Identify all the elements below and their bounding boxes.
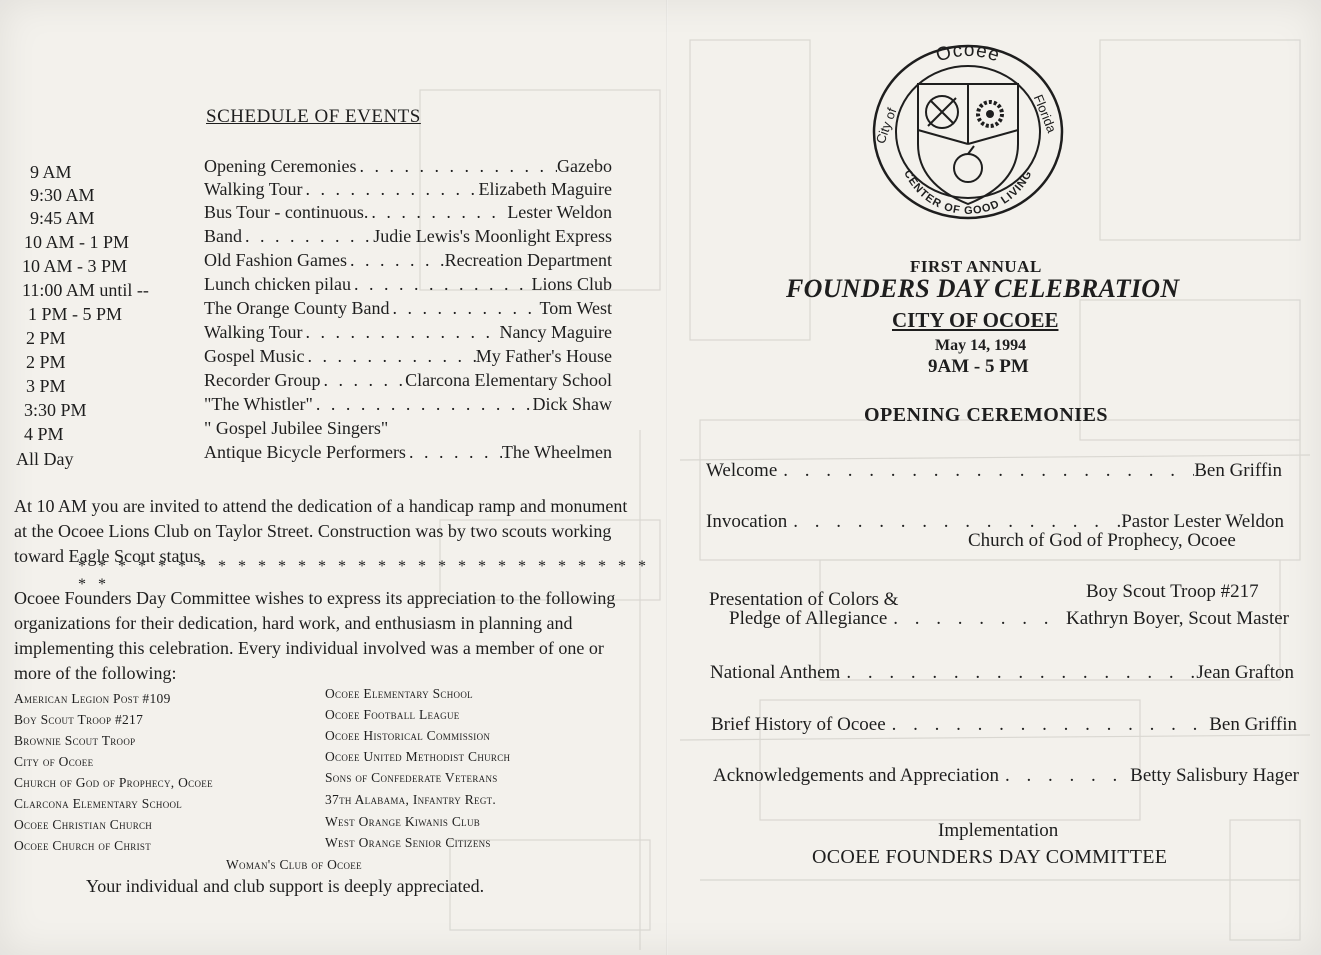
org-item: Ocoee Christian Church [14, 817, 153, 832]
org-item: Ocoee Football League [325, 707, 460, 722]
org-item: 37th Alabama, Infantry Regt. [325, 792, 497, 807]
schedule-time: 11:00 AM until -- [22, 280, 149, 300]
schedule-title: SCHEDULE OF EVENTS [206, 106, 421, 127]
opening-ceremonies-title: OPENING CEREMONIES [864, 404, 1109, 426]
org-item: American Legion Post #109 [14, 691, 171, 706]
schedule-time: All Day [16, 449, 74, 469]
org-item: West Orange Senior Citizens [325, 835, 491, 850]
org-item: Sons of Confederate Veterans [325, 770, 498, 785]
schedule-event: The Orange County Band . . . Tom West [204, 298, 612, 319]
org-item: Ocoee United Methodist Church [325, 749, 511, 764]
city-name: CITY OF OCOEE [892, 308, 1059, 332]
seal-bottom-text: CENTER OF GOOD LIVING [901, 168, 1035, 218]
first-annual-label: FIRST ANNUAL [910, 257, 1042, 276]
event-title: FOUNDERS DAY CELEBRATION [786, 274, 1180, 303]
appreciation-paragraph: Ocoee Founders Day Committee wishes to express its appreciation to the following organizations for their dedication, hard work, and enthusiasm in planning and implementing this celebration. Every individual involved was a member of one or more of the following: [14, 588, 616, 683]
schedule-event: Antique Bicycle Performers . . . The Wheelmen [204, 442, 612, 463]
star-divider: * * * * * * * * * * * * * * * * * * * * * * * * * * * * * * * [78, 558, 650, 593]
seal-right-text: Florida [1030, 92, 1060, 135]
org-item: Church of God of Prophecy, Ocoee [14, 775, 213, 790]
program-row-invocation: Invocation . . . .Pastor Lester Weldon [706, 511, 1284, 533]
schedule-event: "The Whistler" . . . Dick Shaw [204, 394, 612, 415]
program-row-pledge: Pledge of Allegiance . . . Kathryn Boyer, Scout Master [729, 608, 1289, 630]
org-item: Boy Scout Troop #217 [14, 712, 144, 727]
seal-left-text: City of [872, 105, 900, 146]
org-item: Woman's Club of Ocoee [226, 857, 362, 872]
schedule-time: 9:45 AM [30, 208, 95, 228]
org-item: Ocoee Elementary School [325, 686, 473, 701]
program-row-history: Brief History of Ocoee . . . Ben Griffin [711, 714, 1297, 736]
schedule-event: Recorder Group . . . Clarcona Elementary School [204, 370, 612, 391]
schedule-time: 9:30 AM [30, 185, 95, 205]
org-item: City of Ocoee [14, 754, 94, 769]
schedule-event: Old Fashion Games . . . Recreation Department [204, 250, 612, 271]
org-item: West Orange Kiwanis Club [325, 814, 481, 829]
schedule-time: 3 PM [26, 376, 66, 396]
implementation-label: Implementation [938, 820, 1059, 841]
schedule-event: Opening Ceremonies . . . Gazebo [204, 156, 612, 177]
schedule-event: " Gospel Jubilee Singers" [204, 418, 389, 438]
schedule-time: 9 AM [30, 162, 72, 182]
program-row-acknowledgements: Acknowledgements and Appreciation . . . Betty Salisbury Hager [713, 765, 1299, 787]
org-item: Ocoee Historical Commission [325, 728, 491, 743]
schedule-time: 4 PM [24, 424, 64, 444]
schedule-time: 10 AM - 3 PM [22, 256, 128, 276]
colors-name-line1: Boy Scout Troop #217 [1086, 581, 1259, 602]
schedule-event: Gospel Music . . . My Father's House [204, 346, 612, 367]
event-date: May 14, 1994 [935, 337, 1027, 354]
committee-name: OCOEE FOUNDERS DAY COMMITTEE [812, 846, 1168, 868]
seal-top-text: Ocoee [933, 44, 1003, 67]
program-row-anthem: National Anthem . . . Jean Grafton [710, 662, 1294, 684]
schedule-event: Walking Tour . . . Nancy Maguire [204, 322, 612, 343]
program-row-welcome: Welcome . . . Ben Griffin [706, 460, 1282, 482]
org-item: Clarcona Elementary School [14, 796, 183, 811]
schedule-time: 1 PM - 5 PM [28, 304, 123, 324]
invocation-church: Church of God of Prophecy, Ocoee [968, 530, 1236, 551]
closing-line: Your individual and club support is deeply appreciated. [86, 876, 485, 896]
org-item: Ocoee Church of Christ [14, 838, 151, 853]
schedule-time: 10 AM - 1 PM [24, 232, 130, 252]
event-hours: 9AM - 5 PM [928, 356, 1029, 377]
dedication-paragraph: At 10 AM you are invited to attend the dedication of a handicap ramp and monument at the Ocoee Lions Club on Taylor Street. Construction was by two scouts working toward Eagle Scout status. [14, 496, 628, 566]
schedule-event: Walking Tour . . . Elizabeth Maguire [204, 179, 612, 200]
schedule-time: 2 PM [26, 352, 66, 372]
schedule-time: 2 PM [26, 328, 66, 348]
seal-emblem-icon [870, 44, 1066, 220]
schedule-event: Lunch chicken pilau . . . Lions Club [204, 274, 612, 295]
center-fold [666, 0, 668, 955]
schedule-event: Band . . . Judie Lewis's Moonlight Express [204, 226, 612, 247]
city-seal [870, 44, 1066, 225]
schedule-time: 3:30 PM [24, 400, 87, 420]
colors-label-line1: Presentation of Colors & [709, 589, 899, 610]
schedule-event: Bus Tour - continuous. . . . Lester Weldon [204, 202, 612, 223]
org-item: Brownie Scout Troop [14, 733, 136, 748]
